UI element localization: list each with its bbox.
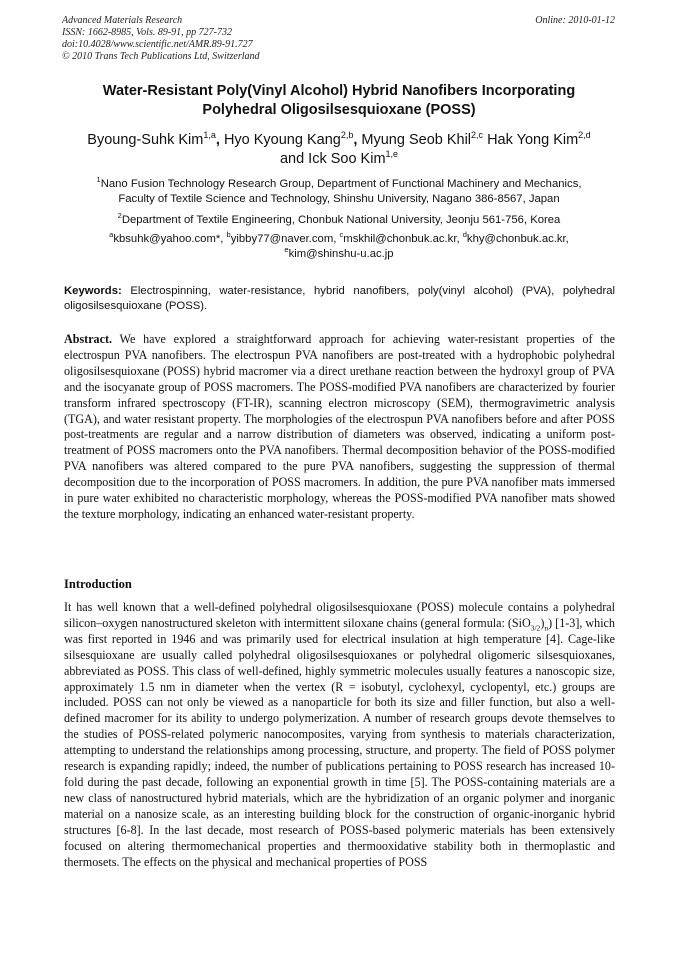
copyright-line: © 2010 Trans Tech Publications Ltd, Switzerland [62, 51, 260, 62]
emails-line-1 [40, 232, 638, 247]
author-affil-marker: 2,d [578, 130, 591, 141]
affiliation-marker: 1 [96, 175, 101, 185]
email-link[interactable]: kbsuhk@yahoo.com*, [113, 233, 224, 245]
author-affil-marker: 2,b [340, 130, 354, 141]
affiliation-2 [40, 213, 638, 228]
email-marker: e [284, 245, 289, 255]
email-marker: b [226, 230, 231, 240]
introduction-paragraph [64, 600, 615, 870]
affiliation-text: Nano Fusion Technology Research Group, Department of Functional Machinery and Mechanics, [100, 178, 582, 190]
title-line-1: Water-Resistant Poly(Vinyl Alcohol) Hybrid Nanofibers Incorporating [102, 83, 576, 99]
authors-line-1 [40, 131, 638, 150]
keywords-text: Electrospinning, water-resistance, hybrid nanofibers, poly(vinyl alcohol) (PVA), polyhedral oligosilsesquioxane (POSS). [64, 285, 615, 312]
formula-bracket: ) [540, 615, 545, 630]
email-link[interactable]: kim@shinshu-u.ac.jp [288, 248, 394, 260]
abstract-paragraph [64, 332, 615, 523]
email-link[interactable]: yibby77@naver.com, [230, 233, 337, 245]
email-link[interactable]: mskhil@chonbuk.ac.kr, [343, 233, 460, 245]
email-marker: d [462, 230, 467, 240]
title-line-2: Polyhedral Oligosilsesquioxane (POSS) [202, 102, 476, 118]
formula-subscript: 3/2 [530, 623, 541, 633]
affiliation-1-line-2: Faculty of Textile Science and Technology, Shinshu University, Nagano 386-8567, Japan [118, 193, 560, 205]
intro-text-part: It has well known that a well-defined polyhedral oligosilsesquioxane (POSS) molecule contains a polyhedral silicon–oxygen nanostructured skeleton with intermittent siloxane chains (general formula: (SiO [64, 600, 615, 630]
online-date: Online: 2010-01-12 [535, 15, 615, 26]
authors-line-2 [40, 150, 638, 169]
author-conjunction: and [279, 151, 305, 167]
keywords-label: Keywords: [64, 285, 122, 297]
email-link[interactable]: khy@chonbuk.ac.kr, [466, 233, 569, 245]
author-affil-marker: 1,a [203, 130, 216, 141]
formula-subscript: n [544, 623, 549, 633]
email-marker: a [109, 230, 114, 240]
author-name: Hak Yong Kim [487, 132, 579, 148]
author-list [40, 131, 638, 169]
author-name: Ick Soo Kim [308, 151, 386, 167]
paper-title [40, 82, 638, 120]
abstract-label: Abstract. [64, 332, 113, 346]
affiliation-1 [40, 177, 638, 207]
email-marker: c [339, 230, 344, 240]
author-emails [40, 232, 638, 262]
author-name: Byoung-Suhk Kim [87, 132, 204, 148]
author-separator: , [353, 132, 358, 148]
author-name: Myung Seob Khil [361, 132, 472, 148]
author-affil-marker: 2,c [471, 130, 484, 141]
journal-name: Advanced Materials Research [62, 15, 183, 26]
author-affil-marker: 1,e [385, 149, 399, 160]
author-name: Hyo Kyoung Kang [223, 132, 341, 148]
affiliation-text: Department of Textile Engineering, Chonbuk National University, Jeonju 561-756, Korea [121, 214, 561, 226]
affiliation-marker: 2 [117, 211, 122, 221]
abstract-text: We have explored a straightforward approach for achieving water-resistant properties of the electrospun PVA nanofibers. The electrospun PVA nanofibers are post-treated with a hydrophobic polyhedral oligosilsesquioxane (POSS) hybrid macromer via a direct urethane reaction between the hydroxyl group of PVA and the isocyanate group of POSS macromers. The POSS-modified PVA nanofibers are characterized by fourier transform infrared spectroscopy (FT-IR), scanning electron microscopy (SEM), thermogravimetric analysis (TGA), and water resistant property. The morphologies of the electrospun PVA nanofibers before and after POSS post-treatments are regular and a narrow distribution of diameters was observed, indicating a uniform post-treatment of POSS macromers onto the PVA nanofibers. Thermal decomposition behavior of the POSS-modified PVA nanofibers was altered compared to the pure PVA nanofibers, suggesting the suppression of thermal decomposition due to the incorporation of POSS macromers. In addition, the pure PVA nanofiber mats immersed in pure water exhibited no characteristic morphology, whereas the POSS-modified PVA nanofiber mats showed the texture morphology, indicating an enhanced water-resistant property. [64, 332, 615, 521]
issn-line: ISSN: 1662-8985, Vols. 89-91, pp 727-732 [62, 27, 232, 38]
affiliation-1-line-1 [40, 177, 638, 192]
emails-line-2 [40, 247, 638, 262]
keywords-paragraph [64, 284, 615, 314]
journal-header [62, 15, 260, 63]
intro-text-part: ) [1-3], which was first reported in 1946 and was primarily used for electrical insulation at high temperature [4]. Cage-like silsesquioxane are usually called polyhedral oligosilsesquioxanes or polyhedral oligomeric silsesquioxanes, abbreviated as POSS. This class of well-defined, highly symmetric molecules usually features a nanoscopic size, approximately 1.5 nm in diameter when the vertex (R = isobutyl, cyclohexyl, cyclopentyl, etc.) groups are included. POSS can not only be viewed as a nanoparticle for both its size and filler function, but also a well-defined macromer for its ability to undergo polymerization. A number of research groups devote themselves to the studies of POSS-related polymeric nanocomposites, varying from synthesis to materials characterization, attempting to understand the relationships among processing, structure, and property. The field of POSS polymer research is expanding rapidly; indeed, the number of publications pertaining to POSS research has increased 10-fold during the past decade, following an exponential growth in time [5]. The POSS-containing materials are a new class of nanostructured hybrid materials, which are the hybridization of an organic polymer and inorganic material on a nanosize scale, as an interesting building block for the construction of organic-inorganic hybrid structures [6-8]. In the last decade, most research of POSS-based polymeric materials has been extensively focused on altering thermomechanical properties and thermooxidative stability both in thermoplastic and thermosets. The effects on the physical and mechanical properties of POSS [64, 615, 615, 869]
introduction-heading: Introduction [64, 577, 132, 591]
author-separator: , [215, 132, 220, 148]
doi-line[interactable]: doi:10.4028/www.scientific.net/AMR.89-91.727 [62, 39, 253, 50]
